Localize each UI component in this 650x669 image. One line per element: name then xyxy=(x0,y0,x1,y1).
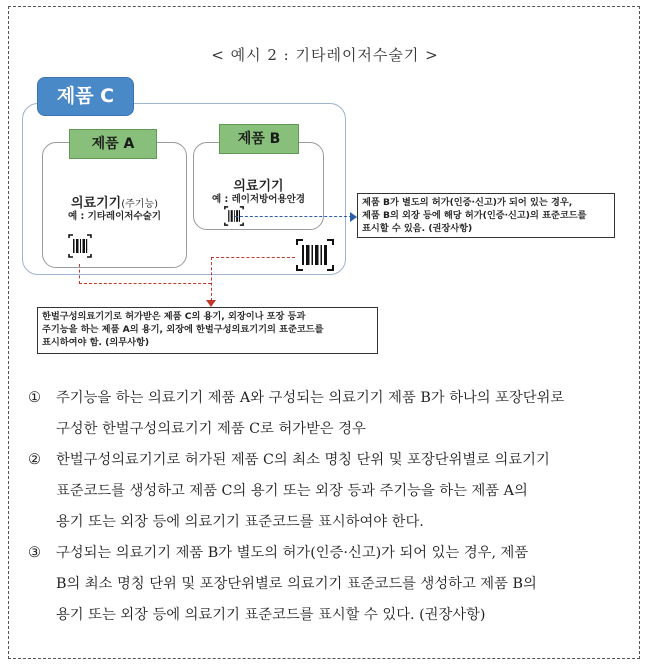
product-a-example: 예 : 기타레이저수술기 xyxy=(67,211,161,222)
item-number: ② xyxy=(28,452,41,468)
note-line: 제품 B가 별도의 허가(인증·신고)가 되어 있는 경우, xyxy=(362,197,573,208)
connector-c-line xyxy=(211,257,212,301)
item-line: 용기 또는 외장 등에 의료기기 표준코드를 표시하여야 한다. xyxy=(56,514,424,530)
item-number: ③ xyxy=(28,545,41,561)
list-item xyxy=(28,445,638,538)
item-line: B의 최소 명칭 단위 및 포장단위별로 의료기기 표준코드를 생성하고 제품 B의 xyxy=(56,576,537,592)
page-title: < 예시 2 : 기타레이저수술기 > xyxy=(211,46,439,64)
list-item xyxy=(28,538,638,631)
note-line: 한벌구성의료기기로 허가받은 제품 C의 용기, 외장이나 포장 등과 xyxy=(42,311,306,322)
note-line: 표시하여야 함. (의무사항) xyxy=(42,337,150,348)
note-line: 주기능을 하는 제품 A의 용기, 외장에 한벌구성의료기기의 표준코드를 xyxy=(42,324,324,335)
product-a-device-note: (주기능) xyxy=(121,199,159,210)
note-product-b xyxy=(357,193,615,238)
item-line: 한벌구성의료기기로 허가된 제품 C의 최소 명칭 단위 및 포장단위별로 의료기기 xyxy=(56,452,550,468)
item-line: 주기능을 하는 의료기기 제품 A와 구성되는 의료기기 제품 B가 하나의 포장단위로 xyxy=(56,390,565,406)
explanation-list xyxy=(28,383,638,631)
arrow-right-icon xyxy=(350,212,357,222)
item-line: 구성되는 의료기기 제품 B가 별도의 허가(인증·신고)가 되어 있는 경우, 제품 xyxy=(56,545,529,561)
product-a-badge: 제품 A xyxy=(69,129,157,159)
connector-b-line xyxy=(235,216,352,217)
item-number: ① xyxy=(28,390,41,406)
item-line: 표준코드를 생성하고 제품 C의 용기 또는 외장 등과 주기능을 하는 제품 A의 xyxy=(56,483,528,499)
note-product-a-c xyxy=(37,307,378,354)
arrow-down-icon xyxy=(206,300,216,307)
note-line: 제품 B의 외장 등에 해당 허가(인증·신고)의 표준코드를 xyxy=(362,210,587,221)
product-a-device-name: 의료기기 xyxy=(70,196,122,211)
note-line: 표시할 수 있음. (권장사항) xyxy=(362,223,473,234)
barcode-icon xyxy=(68,234,92,258)
product-b-badge: 제품 B xyxy=(219,124,299,154)
product-b-example: 예 : 레이저방어용안경 xyxy=(211,194,305,205)
product-c-badge: 제품 C xyxy=(37,77,134,116)
connector-a-line xyxy=(79,283,211,284)
product-b-device: 의료기기 xyxy=(233,179,284,194)
list-item xyxy=(28,383,638,445)
item-line: 구성한 한벌구성의료기기 제품 C로 허가받은 경우 xyxy=(56,421,366,437)
barcode-icon xyxy=(296,239,334,271)
connector-c-line xyxy=(211,257,295,258)
connector-a-line xyxy=(79,264,80,284)
item-line: 용기 또는 외장 등에 의료기기 표준코드를 표시할 수 있다. (권장사항) xyxy=(56,607,486,623)
